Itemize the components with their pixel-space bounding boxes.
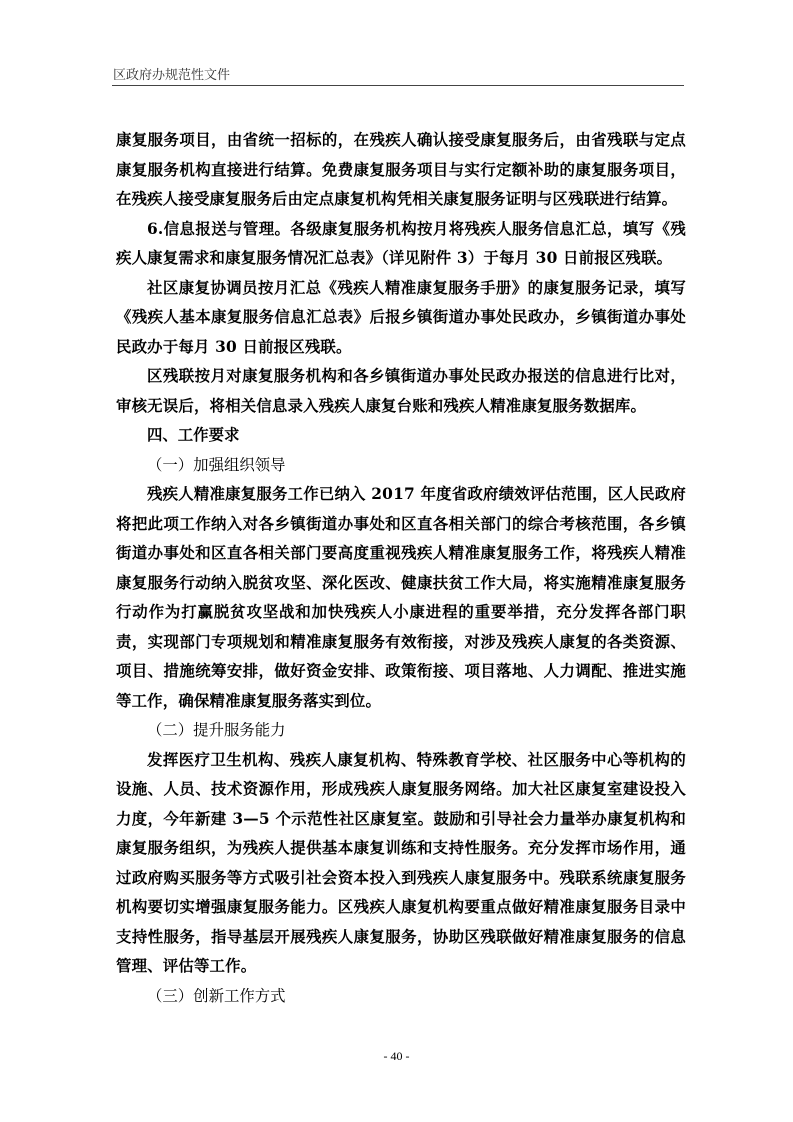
subheading-service-capacity: （二）提升服务能力 — [147, 721, 286, 739]
document-body — [116, 126, 686, 1011]
subheading-organization: （一）加强组织领导 — [147, 455, 286, 474]
section-heading-work-requirements: 四、工作要求 — [147, 426, 240, 444]
header-divider — [112, 85, 684, 86]
document-header: 区政府办规范性文件 — [113, 67, 231, 82]
subheading-work-method: （三）创新工作方式 — [147, 986, 286, 1005]
paragraph-organization: 残疾人精准康复服务工作已纳入 2017 年度省政府绩效评估范围，区人民政府将把此项工作纳入对各乡镇街道办事处和区直各相关部门的综合考核范围，各乡镇街道办事处和区直各相关部门要高度重视残疾人精准康复服务工作，将残疾人精准康复服务行动纳入脱贫攻坚、深化医改、健康扶贫工作大局，将实施精准康复服务行动作为打赢脱贫攻坚战和加快残疾人小康进程的重要举措，充分发挥各部门职责，实现部门专项规划和精准康复服务有效衔接，对涉及残疾人康复的各类资源、项目、措施统筹安排，做好资金安排、政策衔接、项目落地、人力调配、推进实施等工作，确保精准康复服务落实到位。 — [116, 485, 686, 710]
paragraph-community-coordinator: 社区康复协调员按月汇总《残疾人精准康复服务手册》的康复服务记录，填写《残疾人基本康复服务信息汇总表》后报乡镇街道办事处民政办，乡镇街道办事处民政办于每月 30 日前报区残联。 — [116, 278, 686, 356]
paragraph-settlement: 康复服务项目，由省统一招标的，在残疾人确认接受康复服务后，由省残联与定点康复服务机构直接进行结算。免费康复服务项目与实行定额补助的康复服务项目，在残疾人接受康复服务后由定点康复机构凭相关康复服务证明与区残联进行结算。 — [116, 131, 686, 208]
page-number: - 40 - — [383, 1049, 410, 1063]
paragraph-service-capacity: 发挥医疗卫生机构、残疾人康复机构、特殊教育学校、社区服务中心等机构的设施、人员、技术资源作用，形成残疾人康复服务网络。加大社区康复室建设投入力度，今年新建 3—5 个示范性社区康复室。鼓励和引导社会力量举办康复机构和康复服务组织，为残疾人提供基本康复训练和支持性服务。充分发挥市场作用，通过政府购买服务等方式吸引社会资本投入到残疾人康复服务中。残联系统康复服务机构要切实增强康复服务能力。区残疾人康复机构要重点做好精准康复服务目录中支持性服务，指导基层开展残疾人康复服务，协助区残联做好精准康复服务的信息管理、评估等工作。 — [116, 750, 686, 975]
paragraph-verification: 区残联按月对康复服务机构和各乡镇街道办事处民政办报送的信息进行比对，审核无误后，将相关信息录入残疾人康复台账和残疾人精准康复服务数据库。 — [116, 367, 686, 415]
paragraph-info-reporting: 6.信息报送与管理。各级康复服务机构按月将残疾人服务信息汇总，填写《残疾人康复需求和康复服务情况汇总表》（详见附件 3）于每月 30 日前报区残联。 — [116, 219, 686, 267]
